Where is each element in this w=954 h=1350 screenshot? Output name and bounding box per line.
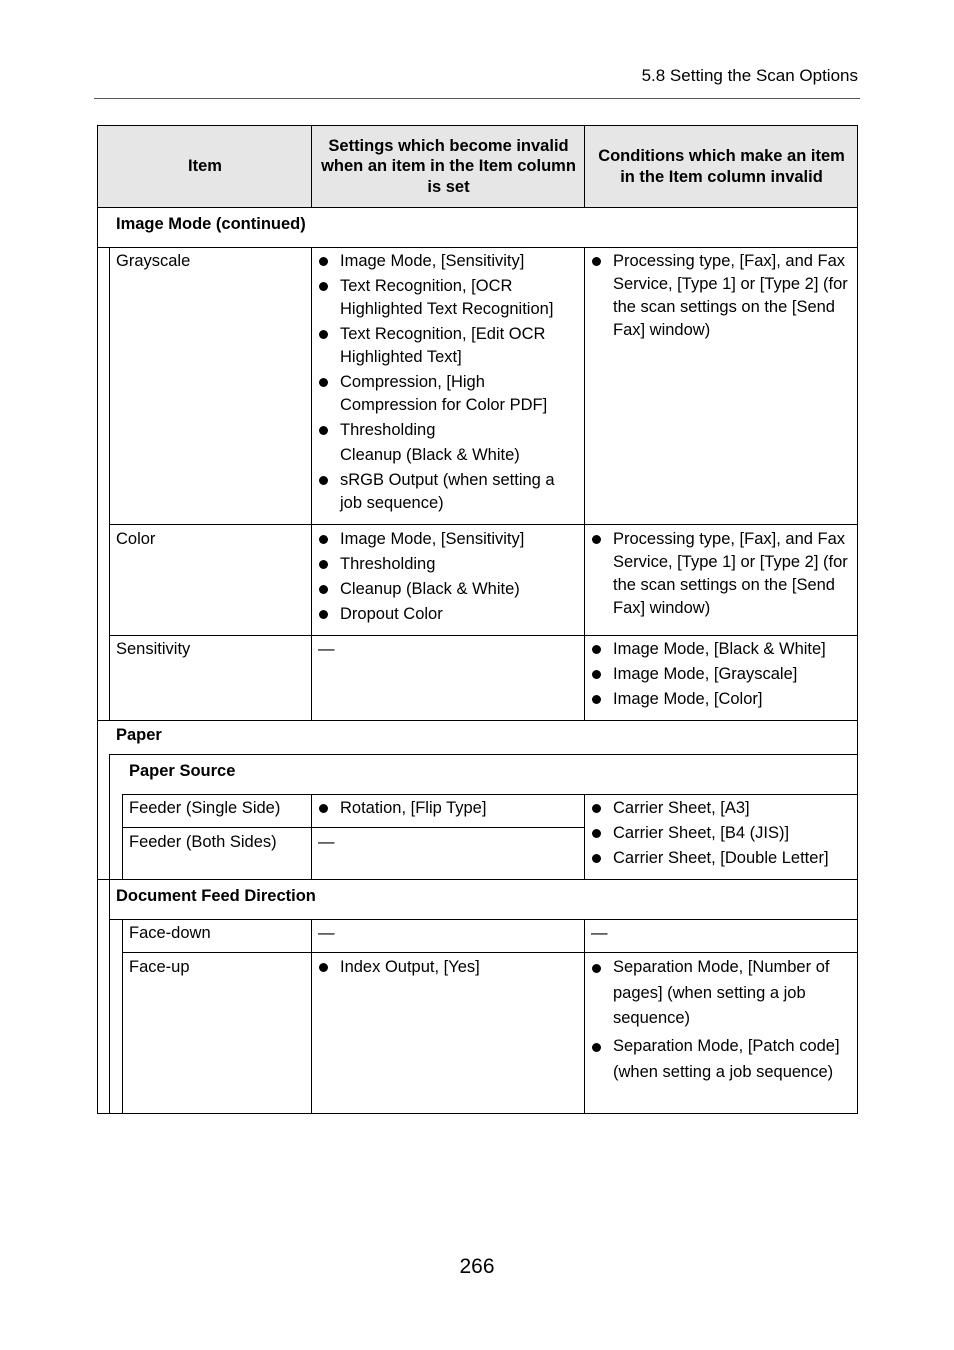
feeder-both-invalid-settings: — (318, 833, 335, 851)
row-divider (122, 952, 858, 953)
row-divider (97, 879, 858, 880)
grayscale-invalid-conditions (584, 250, 853, 344)
row-item-sensitivity: Sensitivity (116, 640, 191, 658)
row-divider (97, 720, 858, 721)
list-item: Separation Mode, [Patch code] (when setting a job sequence) (584, 1034, 843, 1085)
grayscale-invalid-settings (311, 250, 580, 517)
bullet-icon (319, 610, 328, 619)
bullet-icon (592, 645, 601, 654)
bullet-icon (592, 695, 601, 704)
color-invalid-settings (311, 528, 524, 628)
list-item: Image Mode, [Color] (584, 688, 826, 711)
bullet-icon (319, 476, 328, 485)
feeder-invalid-conditions (584, 797, 829, 872)
bullet-icon (319, 426, 328, 435)
section-label-paper-source: Paper Source (129, 762, 236, 780)
row-divider (109, 635, 858, 636)
list-item: Cleanup (Black & White) (340, 446, 520, 464)
sensitivity-invalid-conditions (584, 638, 826, 713)
header-divider (584, 125, 585, 208)
sensitivity-invalid-settings: — (318, 640, 335, 658)
face-up-invalid-settings (311, 956, 480, 981)
section-label-feed-direction: Document Feed Direction (116, 887, 316, 905)
section-label-image-mode: Image Mode (continued) (116, 215, 306, 233)
bullet-icon (319, 257, 328, 266)
bullet-icon (592, 257, 601, 266)
row-divider (97, 247, 858, 248)
list-item: Processing type, [Fax], and Fax Service, [Type 1] or [Type 2] (for the scan settings on the [Send Fax] window) (584, 528, 853, 620)
bullet-icon (592, 964, 601, 973)
column-divider (311, 919, 312, 1114)
row-divider (122, 794, 858, 795)
indent-line (122, 794, 123, 879)
column-header-invalid-settings: Settings which become invalid when an item in the Item column is set (321, 136, 576, 196)
section-label-paper: Paper (116, 726, 162, 744)
list-item: sRGB Output (when setting a job sequence) (311, 469, 580, 515)
face-up-invalid-conditions (584, 955, 858, 1088)
header-divider (311, 125, 312, 208)
page-number: 266 (459, 1255, 495, 1278)
bullet-icon (319, 282, 328, 291)
bullet-icon (319, 804, 328, 813)
row-divider (109, 919, 858, 920)
bullet-icon (592, 854, 601, 863)
list-item: Carrier Sheet, [B4 (JIS)] (584, 822, 829, 845)
row-item-color: Color (116, 530, 156, 548)
row-item-feeder-single: Feeder (Single Side) (129, 799, 281, 817)
list-item: Thresholding (311, 419, 580, 442)
row-item-feeder-both: Feeder (Both Sides) (129, 833, 277, 851)
bullet-icon (319, 535, 328, 544)
face-down-invalid-settings: — (318, 924, 335, 942)
row-divider (122, 827, 584, 828)
list-item: Dropout Color (311, 603, 524, 626)
list-item: Rotation, [Flip Type] (311, 797, 486, 820)
indent-line (109, 754, 110, 1114)
list-item: Compression, [High Compression for Color PDF] (311, 371, 580, 417)
list-item: Image Mode, [Grayscale] (584, 663, 826, 686)
row-item-face-down: Face-down (129, 924, 211, 942)
bullet-icon (319, 963, 328, 972)
row-item-face-up: Face-up (129, 958, 190, 976)
list-item: Thresholding (311, 553, 524, 576)
bullet-icon (319, 585, 328, 594)
face-down-invalid-conditions: — (591, 924, 608, 942)
column-header-item: Item (188, 157, 222, 176)
bullet-icon (592, 670, 601, 679)
indent-line (122, 919, 123, 1114)
list-item: Carrier Sheet, [A3] (584, 797, 829, 820)
table-header-row (97, 125, 858, 208)
list-item: Carrier Sheet, [Double Letter] (584, 847, 829, 870)
bullet-icon (592, 1043, 601, 1052)
row-item-grayscale: Grayscale (116, 252, 191, 270)
indent-line (109, 247, 110, 720)
bullet-icon (592, 535, 601, 544)
bullet-icon (319, 378, 328, 387)
section-title: 5.8 Setting the Scan Options (641, 66, 858, 85)
header-rule (94, 98, 860, 99)
bullet-icon (592, 829, 601, 838)
bullet-icon (319, 560, 328, 569)
feeder-single-invalid-settings (311, 797, 486, 822)
list-item: Image Mode, [Sensitivity] (311, 250, 580, 273)
column-header-invalid-conditions: Conditions which make an item in the Item column invalid (598, 147, 845, 186)
bullet-icon (319, 330, 328, 339)
list-item: Image Mode, [Sensitivity] (311, 528, 524, 551)
color-invalid-conditions (584, 528, 853, 622)
row-divider (109, 524, 858, 525)
list-item: Index Output, [Yes] (311, 956, 480, 979)
list-item: Text Recognition, [OCR Highlighted Text Recognition] (311, 275, 580, 321)
list-item: Separation Mode, [Number of pages] (when setting a job sequence) (584, 955, 858, 1032)
bullet-icon (592, 804, 601, 813)
list-item: Processing type, [Fax], and Fax Service, [Type 1] or [Type 2] (for the scan settings on the [Send Fax] window) (584, 250, 853, 342)
list-item: Image Mode, [Black & White] (584, 638, 826, 661)
row-divider (109, 754, 858, 755)
list-item: Text Recognition, [Edit OCR Highlighted Text] (311, 323, 580, 369)
list-item: Cleanup (Black & White) (311, 578, 524, 601)
